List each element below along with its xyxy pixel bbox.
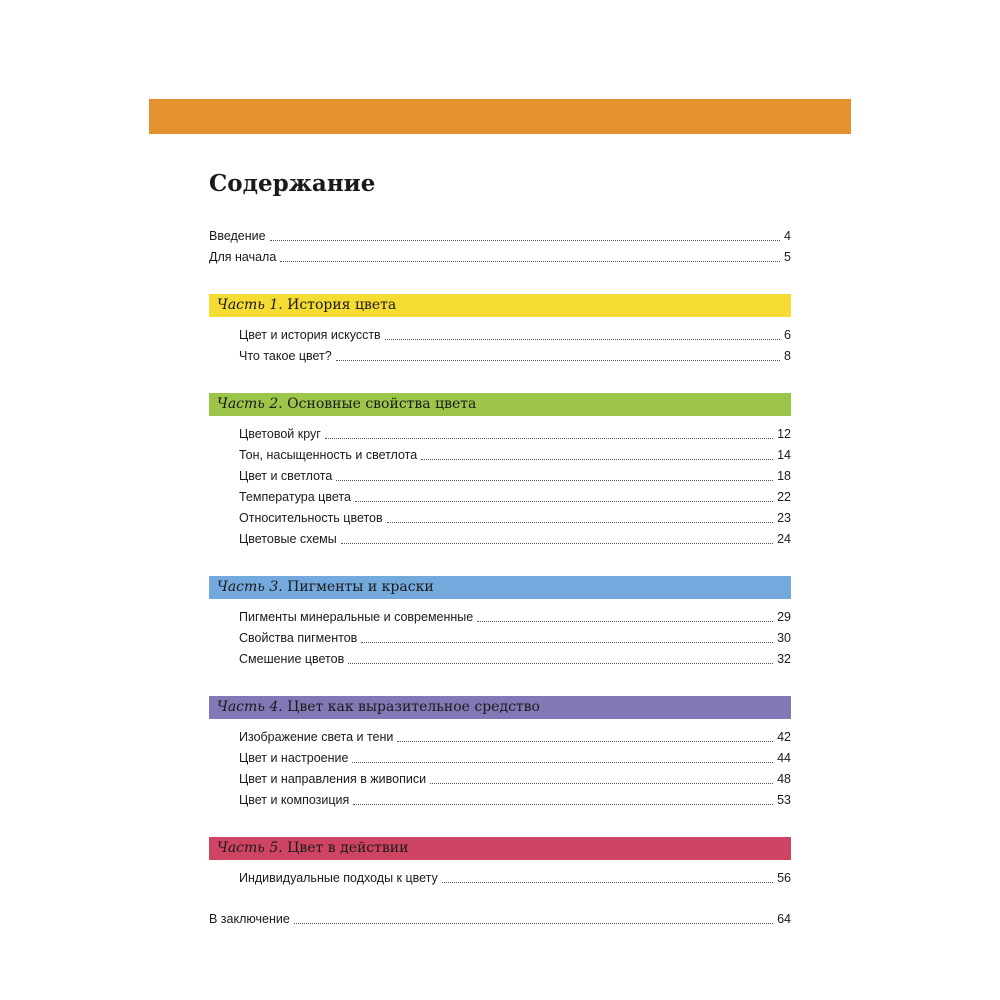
- entry-page: 4: [784, 229, 791, 243]
- entry-label: Изображение света и тени: [239, 730, 394, 744]
- entry-page: 8: [784, 349, 791, 363]
- toc-entry[interactable]: [209, 445, 791, 466]
- entry-page: 44: [777, 751, 791, 765]
- dot-leader: [280, 260, 780, 262]
- entry-page: 6: [784, 328, 791, 342]
- entry-page: 32: [777, 652, 791, 666]
- part-number: Часть 3.: [217, 579, 283, 595]
- entry-label: Смешение цветов: [239, 652, 345, 666]
- dot-leader: [336, 359, 780, 361]
- table-of-contents: [209, 168, 791, 930]
- entry-page: 5: [784, 250, 791, 264]
- top-color-band: [149, 99, 851, 134]
- entry-label: Цвет и композиция: [239, 793, 350, 807]
- dot-leader: [387, 521, 773, 523]
- entry-label: Цвет и направления в живописи: [239, 772, 427, 786]
- toc-entry[interactable]: [209, 790, 791, 811]
- entry-page: 14: [777, 448, 791, 462]
- toc-entry[interactable]: [209, 748, 791, 769]
- entry-page: 30: [777, 631, 791, 645]
- entry-page: 12: [777, 427, 791, 441]
- entry-label: Свойства пигментов: [239, 631, 358, 645]
- part-4-header[interactable]: [209, 696, 791, 719]
- dot-leader: [421, 458, 773, 460]
- entry-label: Индивидуальные подходы к цвету: [239, 871, 438, 885]
- dot-leader: [353, 803, 773, 805]
- toc-entry[interactable]: [209, 607, 791, 628]
- dot-leader: [385, 338, 780, 340]
- dot-leader: [442, 881, 773, 883]
- dot-leader: [341, 542, 773, 544]
- entry-page: 24: [777, 532, 791, 546]
- dot-leader: [294, 922, 773, 924]
- part-number: Часть 2.: [217, 396, 283, 412]
- dot-leader: [397, 740, 773, 742]
- part-3-header[interactable]: [209, 576, 791, 599]
- toc-entry[interactable]: [209, 346, 791, 367]
- dot-leader: [348, 662, 773, 664]
- entry-page: 29: [777, 610, 791, 624]
- part-2-header[interactable]: [209, 393, 791, 416]
- toc-entry[interactable]: [209, 529, 791, 550]
- toc-entry[interactable]: [209, 466, 791, 487]
- part-number: Часть 4.: [217, 699, 283, 715]
- entry-label: Что такое цвет?: [239, 349, 332, 363]
- toc-entry[interactable]: [209, 769, 791, 790]
- dot-leader: [336, 479, 773, 481]
- dot-leader: [355, 500, 773, 502]
- part-1-header[interactable]: [209, 294, 791, 317]
- part-number: Часть 1.: [217, 297, 283, 313]
- dot-leader: [270, 239, 780, 241]
- entry-label: Для начала: [209, 250, 277, 264]
- dot-leader: [361, 641, 773, 643]
- entry-label: В заключение: [209, 912, 290, 926]
- part-title: Пигменты и краски: [282, 579, 434, 595]
- entry-label: Цветовые схемы: [239, 532, 337, 546]
- toc-entry[interactable]: [209, 424, 791, 445]
- entry-label: Температура цвета: [239, 490, 351, 504]
- entry-label: Введение: [209, 229, 266, 243]
- entry-page: 64: [777, 912, 791, 926]
- entry-label: Цветовой круг: [239, 427, 321, 441]
- toc-entry-start[interactable]: [209, 247, 791, 268]
- part-title: История цвета: [282, 297, 397, 313]
- part-title: Цвет как выразительное средство: [282, 699, 540, 715]
- entry-label: Цвет и история искусств: [239, 328, 381, 342]
- toc-entry[interactable]: [209, 727, 791, 748]
- dot-leader: [477, 620, 773, 622]
- toc-entry[interactable]: [209, 649, 791, 670]
- part-number: Часть 5.: [217, 840, 283, 856]
- entry-label: Цвет и светлота: [239, 469, 333, 483]
- entry-page: 53: [777, 793, 791, 807]
- entry-label: Пигменты минеральные и современные: [239, 610, 474, 624]
- page-title: Содержание: [209, 170, 376, 197]
- part-title: Основные свойства цвета: [282, 396, 477, 412]
- entry-page: 18: [777, 469, 791, 483]
- entry-label: Тон, насыщенность и светлота: [239, 448, 418, 462]
- part-title: Цвет в действии: [282, 840, 409, 856]
- entry-page: 42: [777, 730, 791, 744]
- toc-entry[interactable]: [209, 868, 791, 889]
- entry-page: 56: [777, 871, 791, 885]
- toc-entry-conclusion[interactable]: [209, 909, 791, 930]
- toc-entry[interactable]: [209, 508, 791, 529]
- dot-leader: [352, 761, 773, 763]
- toc-entry[interactable]: [209, 487, 791, 508]
- dot-leader: [325, 437, 773, 439]
- entry-page: 23: [777, 511, 791, 525]
- toc-entry[interactable]: [209, 628, 791, 649]
- toc-entry[interactable]: [209, 325, 791, 346]
- toc-entry-intro[interactable]: [209, 226, 791, 247]
- part-5-header[interactable]: [209, 837, 791, 860]
- dot-leader: [430, 782, 773, 784]
- entry-label: Относительность цветов: [239, 511, 383, 525]
- entry-page: 48: [777, 772, 791, 786]
- entry-label: Цвет и настроение: [239, 751, 349, 765]
- entry-page: 22: [777, 490, 791, 504]
